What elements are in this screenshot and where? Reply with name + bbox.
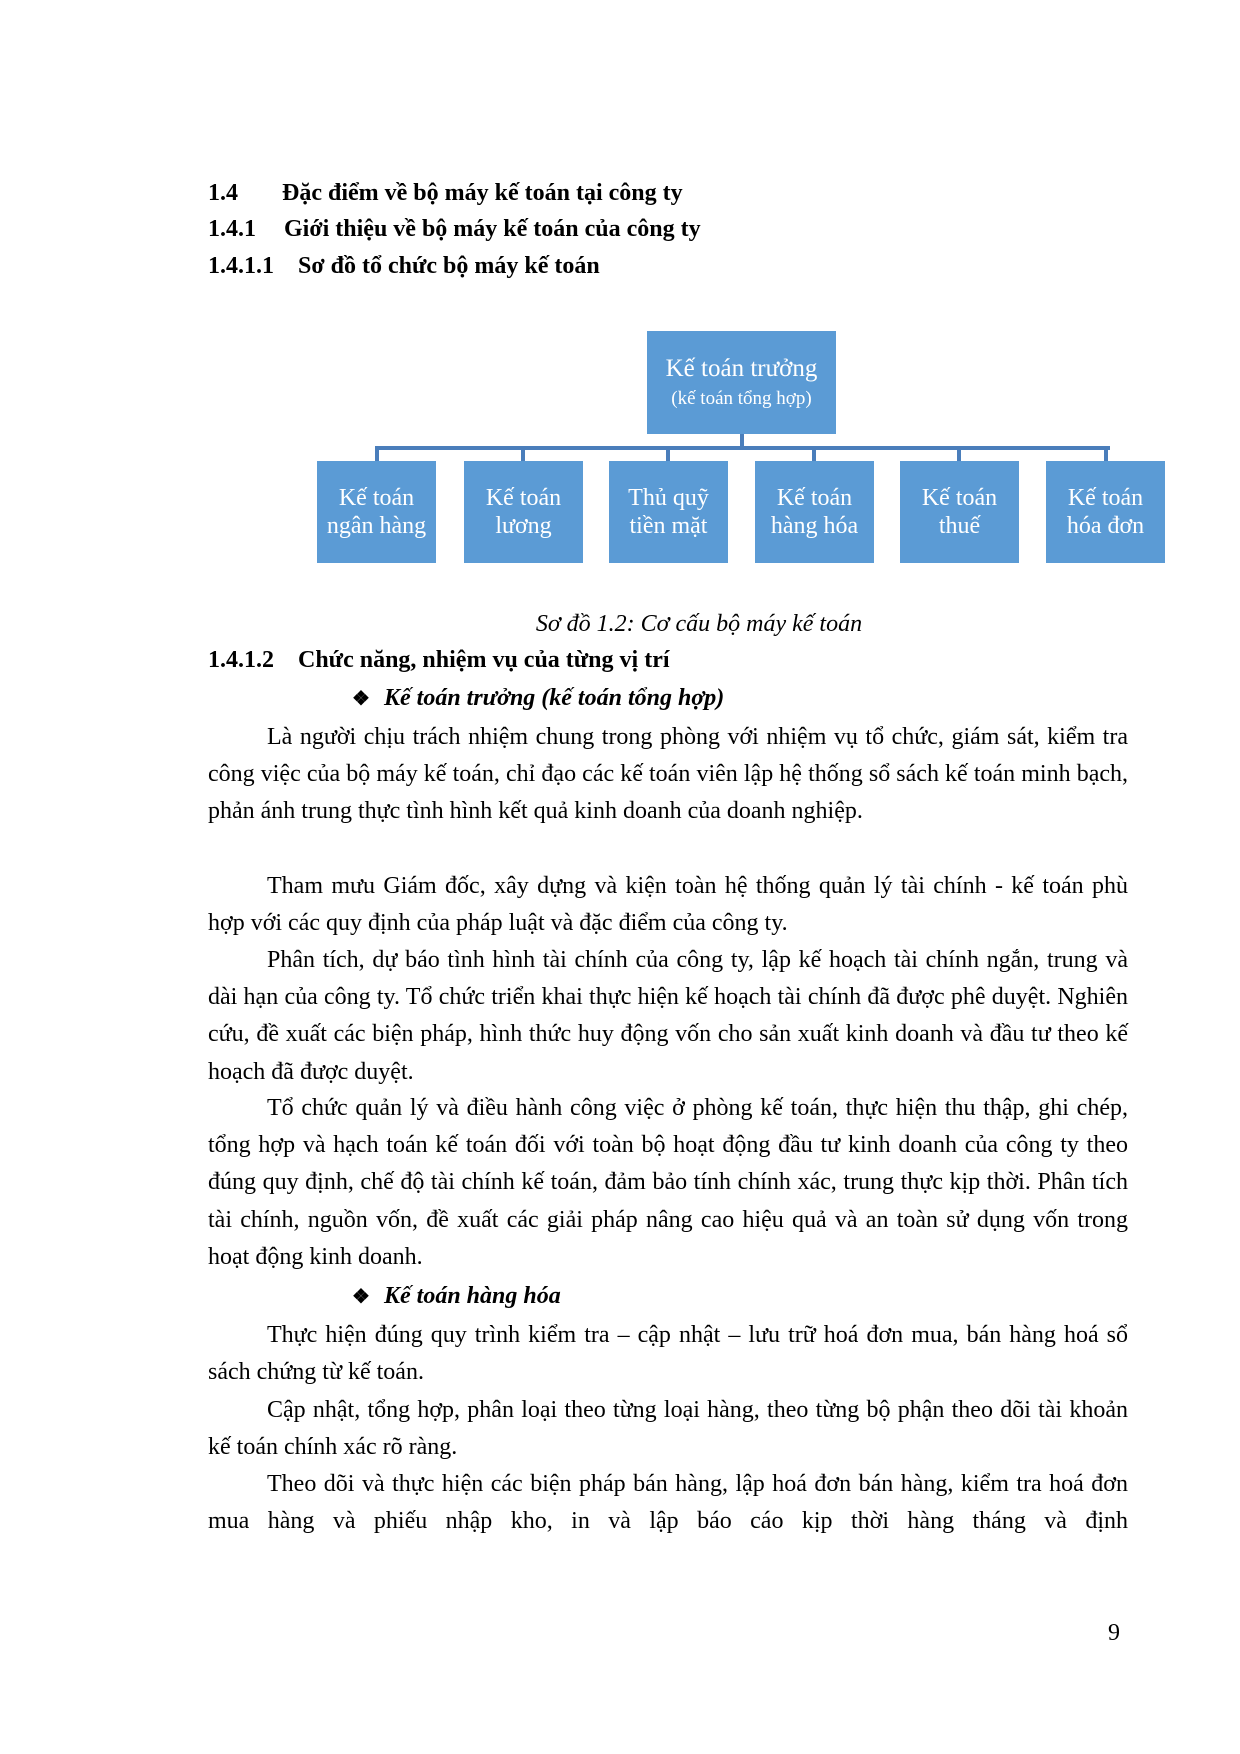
page-number: 9 <box>1108 1620 1120 1646</box>
paragraph: Cập nhật, tổng hợp, phân loại theo từng loại hàng, theo từng bộ phận theo dõi tài khoản kế toán chính xác rõ ràng. <box>208 1397 1128 1461</box>
org-box-line: Thủ quỹ <box>628 485 709 511</box>
connector-child-2 <box>521 446 525 461</box>
paragraph: Tham mưu Giám đốc, xây dựng và kiện toàn hệ thống quản lý tài chính - kế toán phù hợp với các quy định của pháp luật và đặc điểm của công ty. <box>208 873 1128 937</box>
paragraph: Theo dõi và thực hiện các biện pháp bán hàng, lập hoá đơn bán hàng, kiểm tra hoá đơn mua hàng và phiếu nhập kho, in và lập báo cáo kịp thời hàng tháng và định <box>208 1471 1128 1535</box>
heading-1-4-1-2 <box>208 645 670 675</box>
heading-number: 1.4 <box>208 180 238 206</box>
org-box-cashier <box>609 461 728 563</box>
org-box-line: thuế <box>938 513 981 539</box>
org-box-line: Kế toán <box>338 485 415 511</box>
connector-child-4 <box>812 446 816 461</box>
paragraph: Phân tích, dự báo tình hình tài chính của công ty, lập kế hoạch tài chính ngắn, trung và dài hạn của công ty. Tổ chức triển khai thực hiện kế hoạch tài chính đã được phê duyệt. Nghiên cứu, đề xuất các biện pháp, hình thức huy động vốn cho sản xuất kinh doanh và đầu tư theo kế hoạch đã được duyệt. <box>208 947 1128 1085</box>
org-box-line: Kế toán <box>1067 485 1144 511</box>
heading-text: Đặc điểm về bộ máy kế toán tại công ty <box>282 180 683 206</box>
subheading-chief-accountant <box>352 683 724 714</box>
heading-number: 1.4.1.2 <box>208 647 274 673</box>
paragraph: Thực hiện đúng quy trình kiểm tra – cập nhật – lưu trữ hoá đơn mua, bán hàng hoá sổ sách chứng từ kế toán. <box>208 1322 1128 1386</box>
org-box-goods-accountant <box>755 461 874 563</box>
subheading-text: Kế toán trưởng (kế toán tổng hợp) <box>384 685 725 711</box>
org-box-line: Kế toán <box>485 485 562 511</box>
diamond-bullet-icon: ❖ <box>352 1286 370 1308</box>
heading-number: 1.4.1.1 <box>208 253 274 279</box>
org-box-line: lương <box>495 513 552 539</box>
connector-child-6 <box>1104 446 1108 461</box>
subheading-text: Kế toán hàng hóa <box>384 1283 561 1309</box>
figure-caption: Sơ đồ 1.2: Cơ cấu bộ máy kế toán <box>535 611 863 637</box>
org-chart <box>0 0 1240 600</box>
org-box-line: hóa đơn <box>1066 513 1145 539</box>
paragraph: Tổ chức quản lý và điều hành công việc ở phòng kế toán, thực hiện thu thập, ghi chép, tổng hợp và hạch toán kế toán đối với toàn bộ hoạt động đầu tư kinh doanh của công ty theo đúng quy định, chế độ tài chính kế toán, đảm bảo tính chính xác, trung thực kịp thời. Phân tích tài chính, nguồn vốn, đề xuất các giải pháp nâng cao hiệu quả và an toàn sử dụng vốn trong hoạt động kinh doanh. <box>208 1095 1128 1270</box>
diamond-bullet-icon: ❖ <box>352 688 370 710</box>
paragraph: Là người chịu trách nhiệm chung trong phòng với nhiệm vụ tổ chức, giám sát, kiểm tra công việc của bộ máy kế toán, chỉ đạo các kế toán viên lập hệ thống sổ sách kế toán minh bạch, phản ánh trung thực tình hình kết quả kinh doanh của doanh nghiệp. <box>208 724 1128 825</box>
org-box-line: hàng hóa <box>770 513 859 539</box>
org-box-bank-accountant <box>317 461 436 563</box>
org-box-line: Kế toán <box>776 485 853 511</box>
connector-child-3 <box>666 446 670 461</box>
connector-child-1 <box>375 446 379 461</box>
heading-text: Chức năng, nhiệm vụ của từng vị trí <box>298 647 670 673</box>
heading-text: Giới thiệu về bộ máy kế toán của công ty <box>284 216 701 242</box>
org-box-line: ngân hàng <box>326 513 427 539</box>
org-box-invoice-accountant <box>1046 461 1165 563</box>
org-box-subtitle: (kế toán tổng hợp) <box>671 387 812 409</box>
org-box-title: Kế toán trưởng <box>665 354 818 382</box>
org-box-tax-accountant <box>900 461 1019 563</box>
subheading-goods-accountant <box>352 1281 561 1312</box>
org-box-line: tiền mặt <box>629 513 708 539</box>
heading-text: Sơ đồ tổ chức bộ máy kế toán <box>298 253 600 279</box>
connector-child-5 <box>957 446 961 461</box>
org-box-payroll-accountant <box>464 461 583 563</box>
org-box-line: Kế toán <box>921 485 998 511</box>
heading-number: 1.4.1 <box>208 216 256 242</box>
org-box-chief-accountant <box>647 331 836 434</box>
connector-horizontal <box>375 446 1110 450</box>
